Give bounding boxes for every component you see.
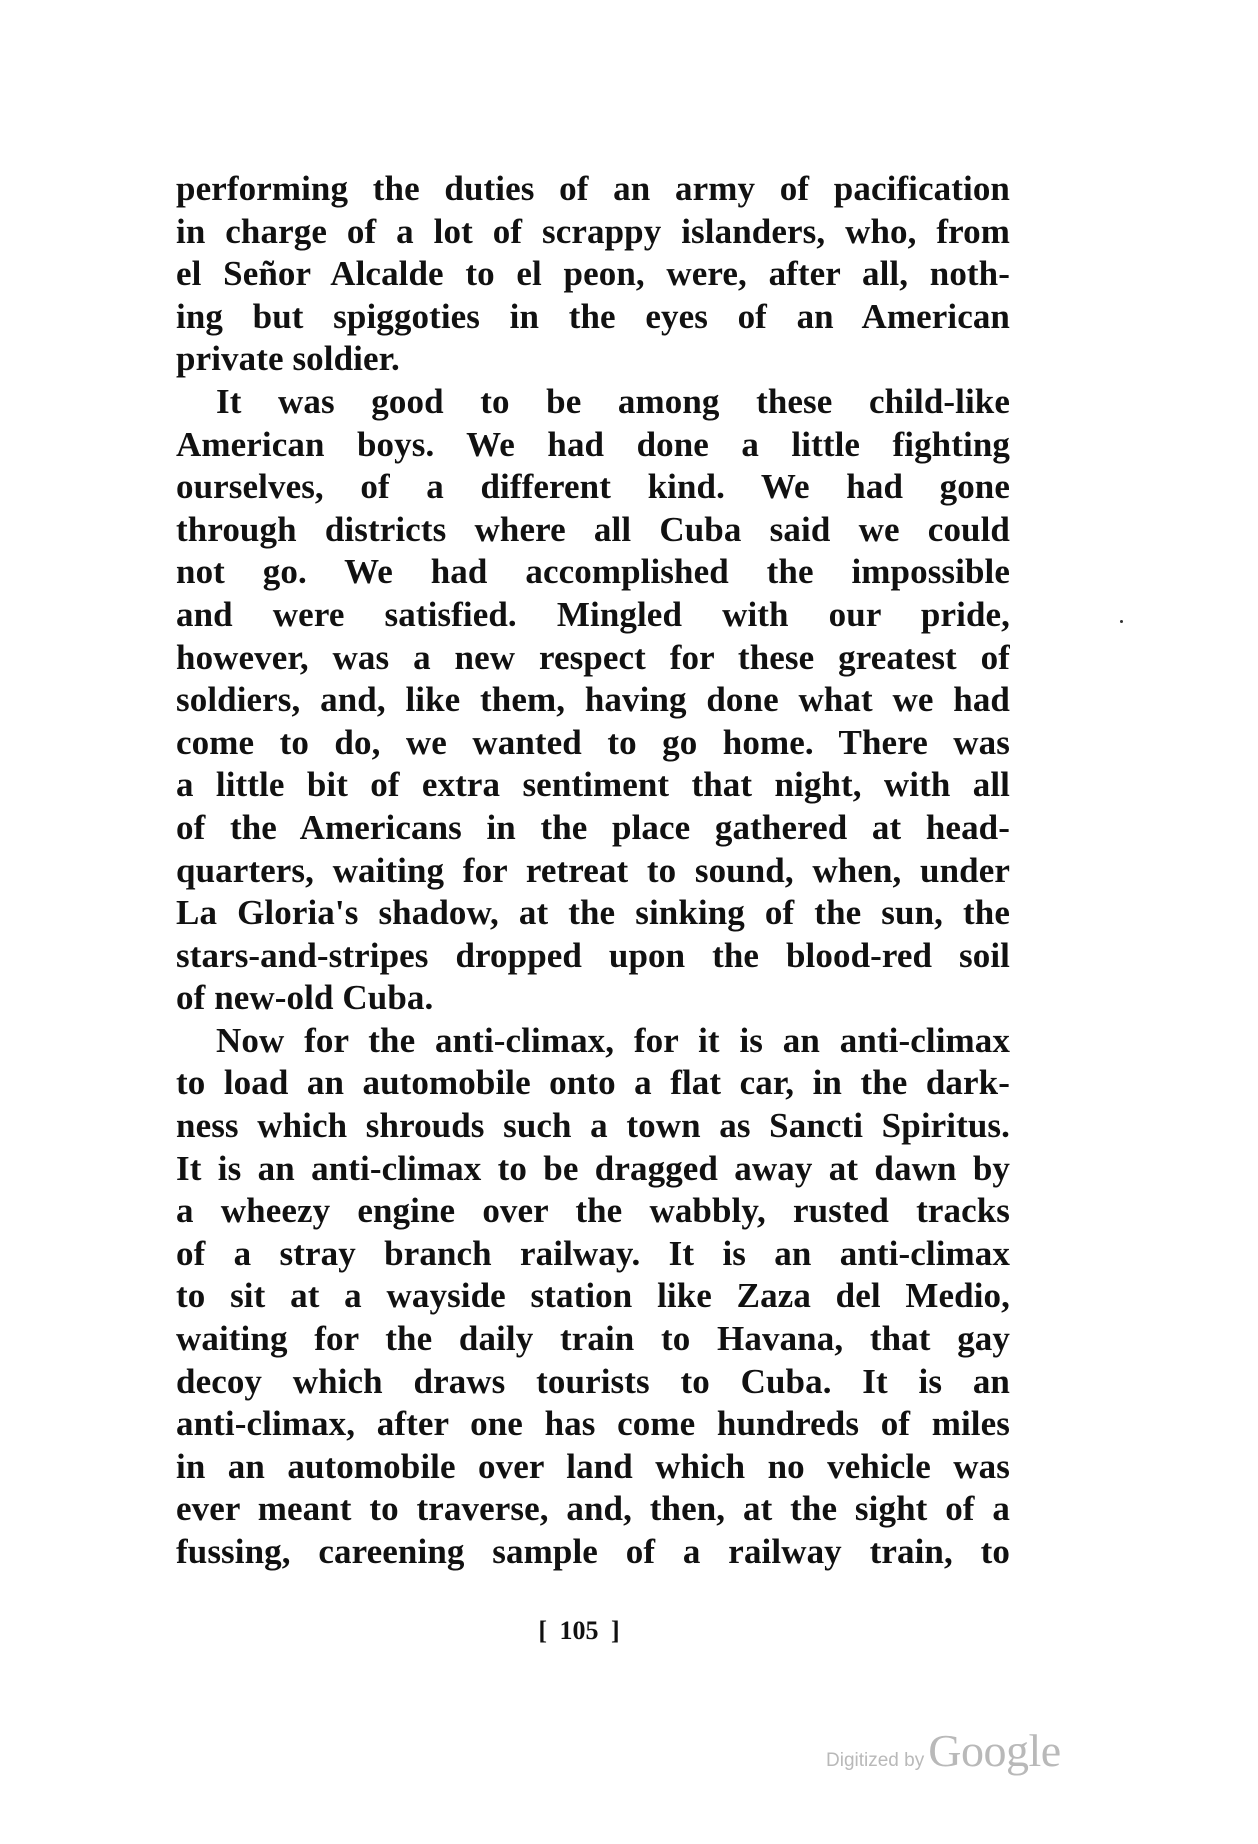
text-line: waiting for the daily train to Havana, that gay (176, 1319, 1010, 1359)
watermark-prefix: Digitized by (826, 1750, 925, 1771)
text-line: quarters, waiting for retreat to sound, when, under (176, 850, 1010, 890)
text-line: come to do, we wanted to go home. There was (176, 722, 1010, 762)
text-line: ing but spiggoties in the eyes of an American (176, 296, 1010, 336)
text-line: a wheezy engine over the wabbly, rusted tracks (176, 1191, 1010, 1231)
text-line: through districts where all Cuba said we could (176, 509, 1010, 549)
text-line: ever meant to traverse, and, then, at the sight of a (176, 1489, 1010, 1529)
text-line: anti-climax, after one has come hundreds of miles (176, 1404, 1010, 1444)
text-line: ness which shrouds such a town as Sancti Spiritus. (176, 1106, 1010, 1146)
text-line: of a stray branch railway. It is an anti-climax (176, 1233, 1010, 1273)
text-line: and were satisfied. Mingled with our pride, (176, 594, 1010, 634)
scan-speck (1120, 620, 1123, 623)
text-line: not go. We had accomplished the impossible (176, 552, 1010, 592)
digitized-watermark (826, 1724, 1061, 1777)
text-line: in an automobile over land which no vehicle was (176, 1446, 1010, 1486)
text-line: fussing, careening sample of a railway train, to (176, 1532, 1010, 1571)
text-line: however, was a new respect for these greatest of (176, 637, 1010, 677)
text-line: a little bit of extra sentiment that night, with all (176, 765, 1010, 805)
google-logo: Google (928, 1725, 1061, 1776)
paragraph-first-line: Now for the anti-climax, for it is an anti-climax (216, 1020, 1010, 1060)
paragraph-first-line: It was good to be among these child-like (216, 381, 1010, 421)
text-line: private soldier. (176, 339, 400, 379)
text-line: decoy which draws tourists to Cuba. It is an (176, 1361, 1010, 1401)
text-line: el Señor Alcalde to el peon, were, after all, noth- (176, 254, 1010, 294)
text-line: stars-and-stripes dropped upon the blood-red soil (176, 935, 1010, 975)
page-number: [ 105 ] (538, 1616, 620, 1645)
text-line: soldiers, and, like them, having done what we had (176, 680, 1010, 720)
text-line: It is an anti-climax to be dragged away at dawn by (176, 1148, 1010, 1188)
text-line: in charge of a lot of scrappy islanders, who, from (176, 211, 1010, 251)
text-line: to sit at a wayside station like Zaza del Medio, (176, 1276, 1010, 1316)
text-line: of the Americans in the place gathered at head- (176, 807, 1010, 847)
text-line: ourselves, of a different kind. We had gone (176, 467, 1010, 507)
text-line: La Gloria's shadow, at the sinking of the sun, the (176, 893, 1010, 933)
text-line: to load an automobile onto a flat car, in the dark- (176, 1063, 1010, 1103)
text-line: American boys. We had done a little fighting (176, 424, 1010, 464)
text-line: of new-old Cuba. (176, 978, 434, 1018)
body-text (176, 168, 1010, 1574)
text-line: performing the duties of an army of pacification (176, 169, 1010, 208)
